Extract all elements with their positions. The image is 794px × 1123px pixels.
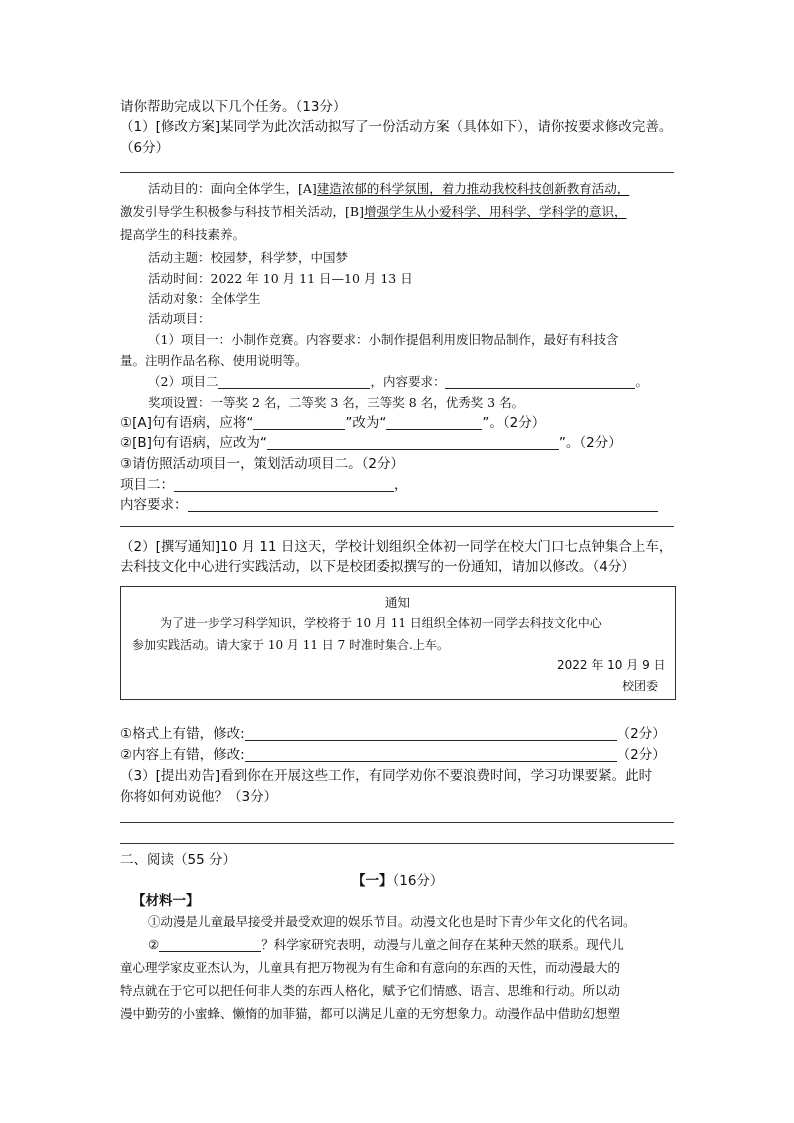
activity-theme: 活动主题：校园梦，科学梦，中国梦 xyxy=(148,250,349,265)
answer-project2-blank[interactable] xyxy=(174,477,394,492)
project1-line1: （1）项目一：小制作竞赛。内容要求：小制作提倡利用废旧物品制作，最好有科技含 xyxy=(148,332,619,347)
task2-q1: ①格式上有错，修改: （2分） xyxy=(120,726,666,742)
answer-b[interactable] xyxy=(267,435,559,450)
paragraph-2-line3: 特点就在于它可以把任何非人类的东西人格化，赋予它们情感、语言、思维和行动。所以动 xyxy=(120,983,621,998)
notice-body-line2: 参加实践活动。请大家于 10 月 11 日 7 时准时集合.上车。 xyxy=(132,638,449,652)
task2-prompt-2: 去科技文化中心进行实践活动，以下是校团委拟撰写的一份通知，请加以修改。（4分） xyxy=(120,559,635,575)
notice-date: 2022 年 10 月 9 日 xyxy=(557,658,666,672)
question-a: ①[A]句有语病，应将“ ”改为“ ”。（2分） xyxy=(120,415,546,431)
notice-body-line1: 为了进一步学习科学知识，学校将于 10 月 11 日组织全体初一同学去科技文化中心 xyxy=(160,616,602,630)
answer-content-blank[interactable] xyxy=(188,497,658,512)
task3-prompt-2: 你将如何劝说他？（3分） xyxy=(120,789,278,805)
answer-content: 内容要求： xyxy=(120,496,658,514)
purpose-line1: 活动目的：面向全体学生，[A]建造浓郁的科学氛围，着力推动我校科技创新教育活动， xyxy=(148,181,630,196)
awards-line: 奖项设置：一等奖 2 名，二等奖 3 名，三等奖 8 名，优秀奖 3 名。 xyxy=(148,395,525,410)
divider xyxy=(120,172,674,173)
answer-line[interactable] xyxy=(120,526,674,527)
question-b: ②[B]句有语病，应改为“ ”。（2分） xyxy=(120,435,622,451)
task2-answer1[interactable] xyxy=(245,726,617,741)
answer-a-from[interactable] xyxy=(253,415,345,430)
task2-prompt: （2）[撰写通知]10 月 11 日这天，学校计划组织全体初一同学在校大门口七点钟集合上车， xyxy=(120,539,673,555)
intro-text: 请你帮助完成以下几个任务。（13分） xyxy=(120,99,347,115)
paragraph-1: ①动漫是儿童最早接受并最受欢迎的娱乐节目。动漫文化也是时下青少年文化的代名词。 xyxy=(148,914,636,929)
sentence-b: 增强学生从小爱科学、用科学、学科学的意识， xyxy=(363,204,627,219)
part-title: 【一】（16分） xyxy=(352,873,444,889)
activity-target: 活动对象：全体学生 xyxy=(148,291,261,306)
project1-line2: 量。注明作品名称、使用说明等。 xyxy=(120,353,308,368)
purpose-line2: 激发引导学生积极参与科技节相关活动，[B]增强学生从小爱科学、用科学、学科学的意识， xyxy=(120,204,627,219)
task1-prompt-score: （6分） xyxy=(120,140,170,156)
answer-a-to[interactable] xyxy=(386,415,482,430)
project2-line: （2）项目二 ，内容要求： 。 xyxy=(148,374,648,389)
question-c: ③请仿照活动项目一，策划活动项目二。（2分） xyxy=(120,456,404,472)
task3-prompt: （3）[提出劝告]看到你在开展这些工作，有同学劝你不要浪费时间，学习功课要紧。此时 xyxy=(120,768,653,784)
paragraph-2-line4: 漫中勤劳的小蜜蜂、懒惰的加菲猫，都可以满足儿童的无穷想象力。动漫作品中借助幻想塑 xyxy=(120,1006,621,1021)
paragraph-2-line1: ② ？科学家研究表明，动漫与儿童之间存在某种天然的联系。现代儿 xyxy=(148,937,624,952)
project2-content-blank[interactable] xyxy=(445,374,635,389)
task2-answer2[interactable] xyxy=(245,747,617,762)
paragraph-2-blank[interactable] xyxy=(159,937,261,952)
sentence-a: 建造浓郁的科学氛围，着力推动我校科技创新教育活动， xyxy=(316,181,630,196)
task1-prompt: （1）[修改方案]某同学为此次活动拟写了一份活动方案（具体如下），请你按要求修改完善。 xyxy=(120,119,673,135)
activity-time: 活动时间：2022 年 10 月 11 日—10 月 13 日 xyxy=(148,271,413,286)
paragraph-2-line2: 童心理学家皮亚杰认为，儿童具有把万物视为有生命和有意向的东西的天性，而动漫最大的 xyxy=(120,960,621,975)
answer-project2: 项目二： ， xyxy=(120,477,408,493)
task2-q2: ②内容上有错，修改: （2分） xyxy=(120,747,666,763)
purpose-line3: 提高学生的科技素养。 xyxy=(120,227,246,242)
activity-projects-label: 活动项目： xyxy=(148,311,211,326)
answer-line[interactable] xyxy=(120,822,674,823)
material-label: 【材料一】 xyxy=(132,893,200,909)
project2-blank[interactable] xyxy=(218,374,370,389)
notice-title: 通知 xyxy=(385,595,411,610)
section2-heading: 二、阅读（55 分） xyxy=(120,852,236,868)
answer-line[interactable] xyxy=(120,843,674,844)
notice-signer: 校团委 xyxy=(622,679,659,693)
